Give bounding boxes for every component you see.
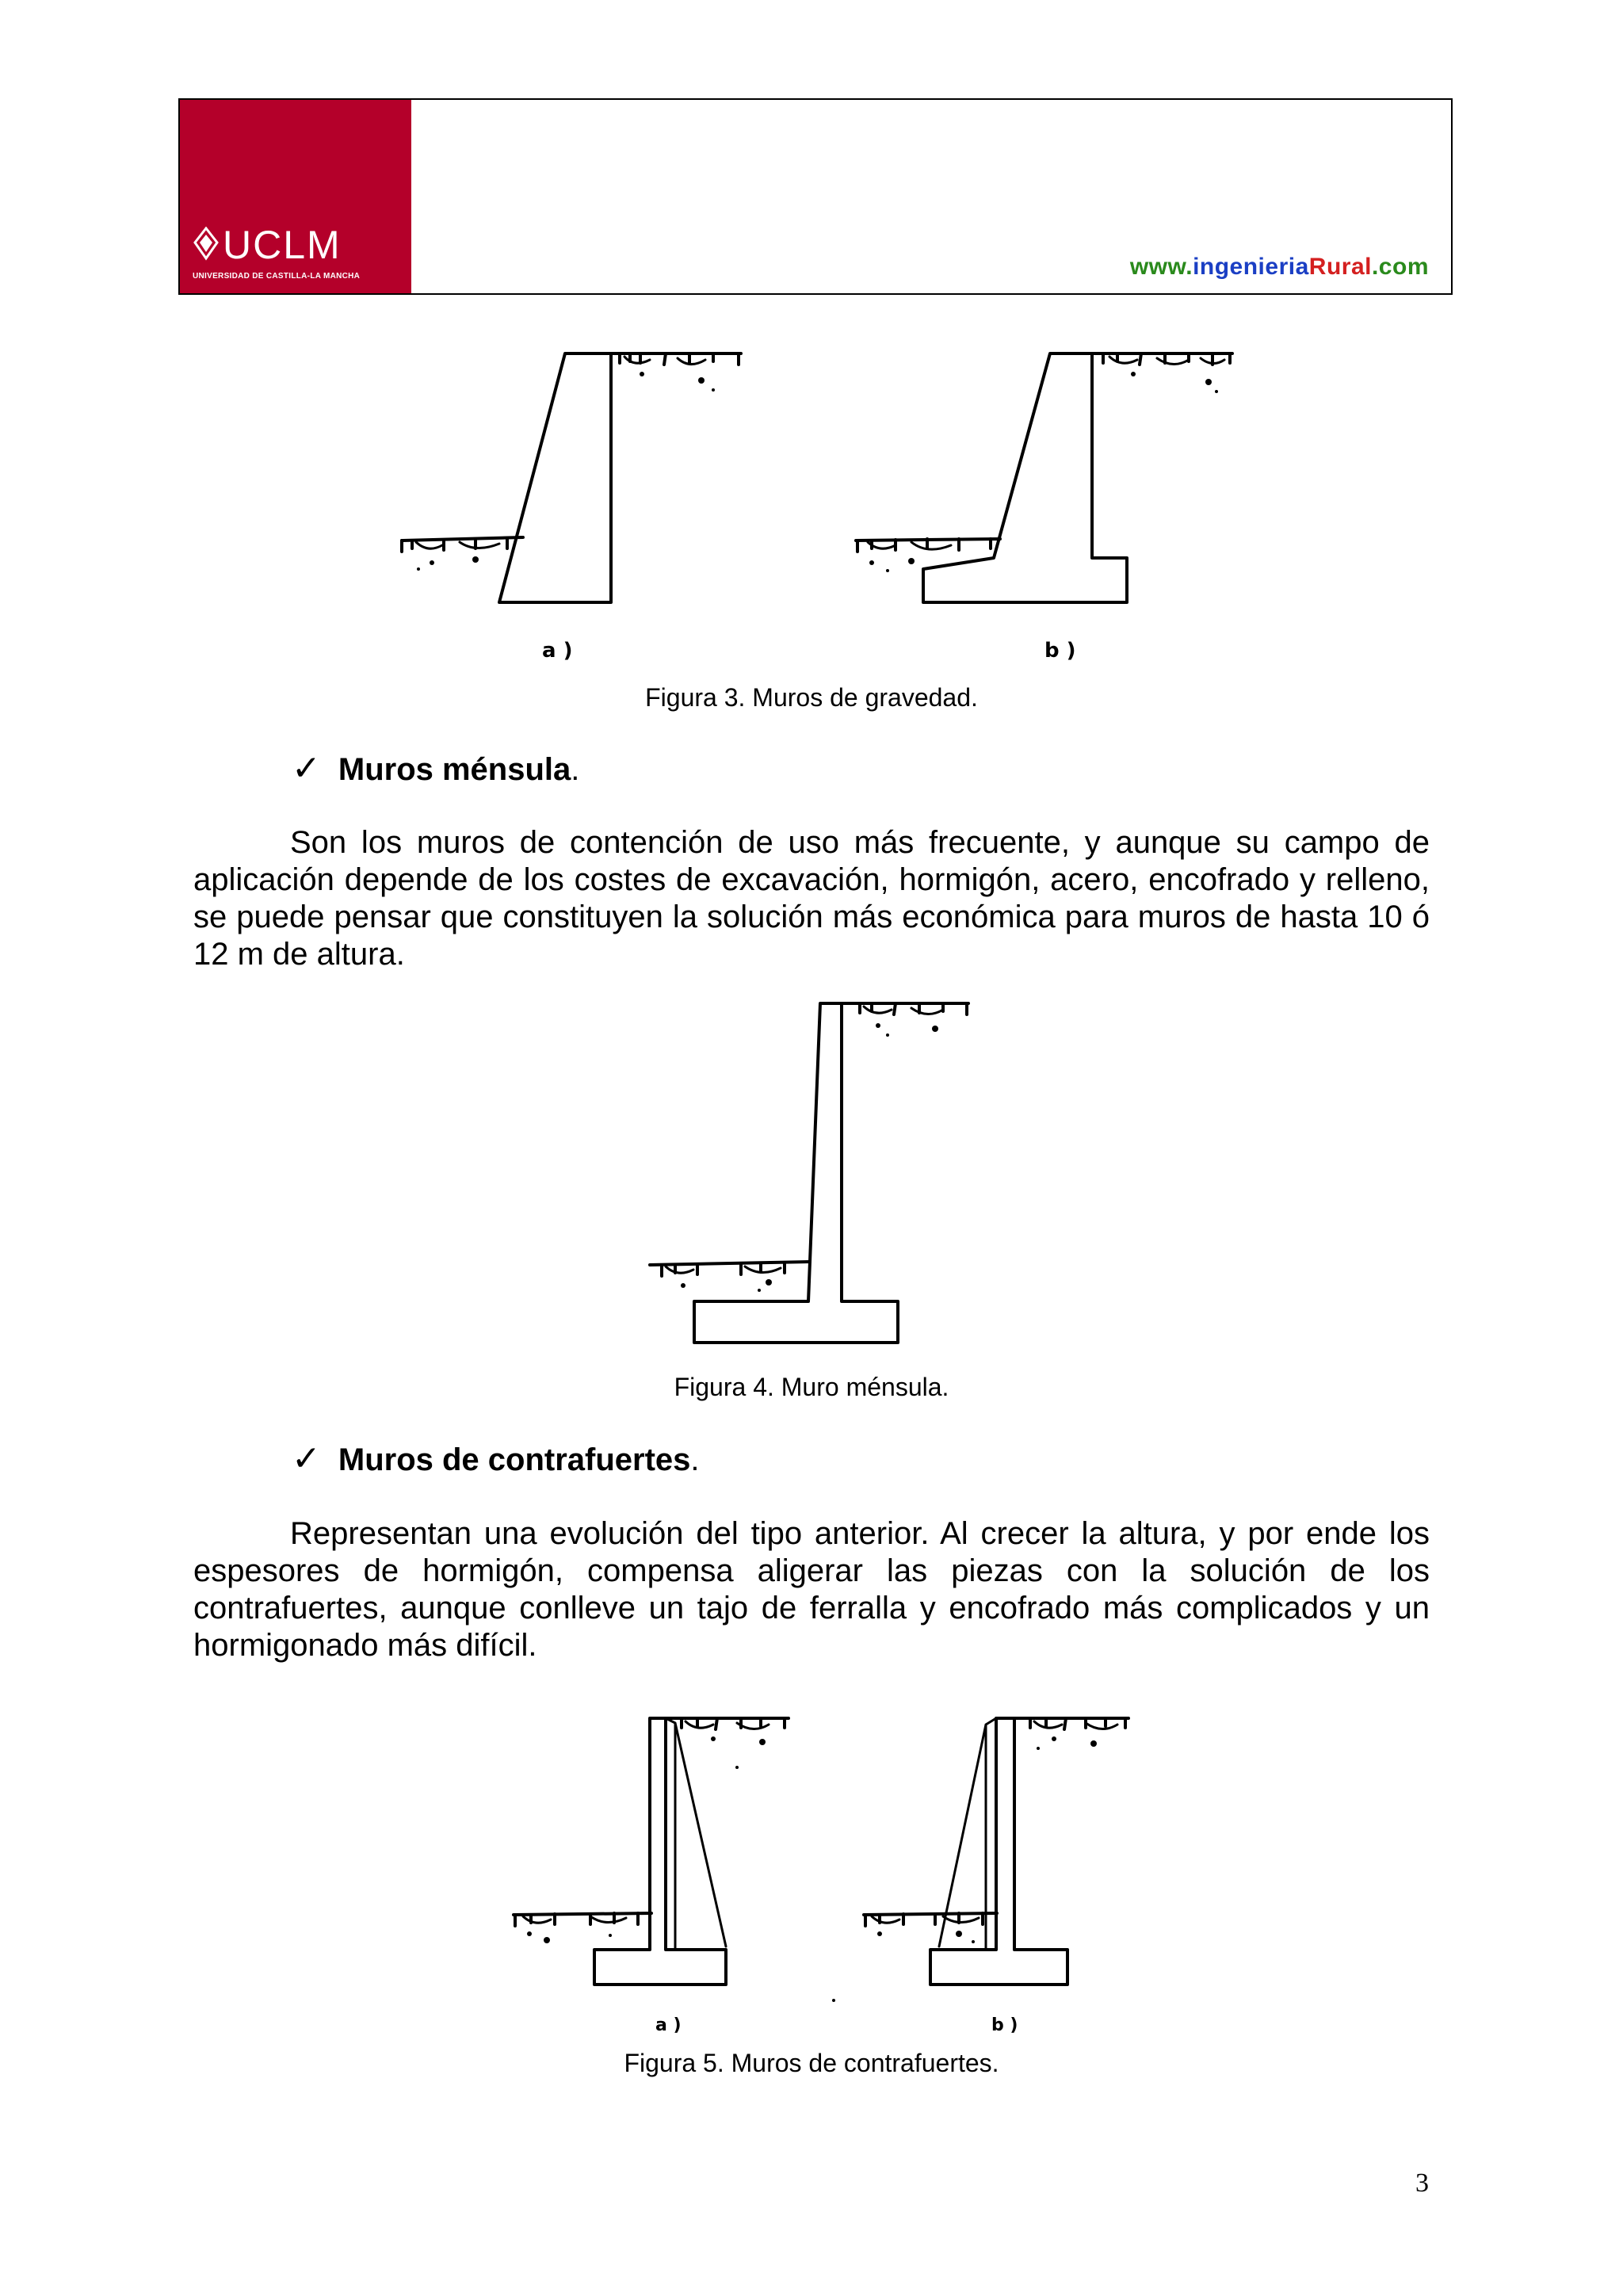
section-heading-counterfort — [292, 1438, 700, 1479]
ground-low-a — [402, 537, 523, 541]
logo-subtitle: UNIVERSIDAD DE CASTILLA-LA MANCHA — [193, 272, 361, 281]
counterfort-wall-a — [594, 1718, 726, 1985]
paragraph-text: Representan una evolución del tipo anterior. Al crecer la altura, y por ende los espesores de hormigón, compensa aligerar las piezas con la solución de los contrafuertes, aunque conlleve un tajo de ferralla y encofrado más complicados y un hormigonado más difícil. — [193, 1516, 1430, 1663]
ground-low-a — [514, 1913, 651, 1915]
section-heading-cantilever — [292, 748, 579, 789]
figure-5-label-a: a ) — [655, 2015, 682, 2035]
cantilever-wall — [694, 1003, 898, 1343]
counterfort-a — [666, 1718, 726, 1950]
checkmark-icon: ✓ — [292, 748, 321, 789]
figure-5-label-b: b ) — [991, 2015, 1018, 2035]
website-link[interactable] — [1130, 254, 1429, 281]
figure-3-label-b: b ) — [1044, 639, 1076, 663]
counterfort-wall-b — [930, 1718, 1067, 1985]
website-mid: ingenieria — [1193, 254, 1309, 280]
paragraph-cantilever — [193, 824, 1430, 973]
paragraph-text: Son los muros de contención de uso más frecuente, y aunque su campo de aplicación depende de los costes de excavación, hormigón, acero, encofrado y relleno, se puede pensar que constituyen la solución más económica para muros de hasta 10 ó 12 m de altura. — [193, 825, 1430, 972]
website-suffix: .com — [1371, 254, 1429, 280]
logo-text: UCLM — [223, 223, 342, 267]
website-accent: Rural — [1308, 254, 1372, 280]
figure-4-cantilever-wall — [0, 991, 1623, 1355]
uclm-logo — [180, 100, 411, 293]
figure-3-gravity-walls — [0, 333, 1623, 666]
figure-3-label-a: a ) — [542, 639, 573, 663]
gravity-wall-b-stem — [923, 353, 1127, 602]
page-number: 3 — [1415, 2168, 1429, 2198]
page-header — [178, 98, 1453, 295]
section-title-period: . — [571, 752, 580, 787]
paragraph-counterfort — [193, 1515, 1430, 1664]
ground-low-b — [864, 1913, 997, 1915]
gravity-wall-a — [499, 353, 611, 602]
checkmark-icon: ✓ — [292, 1438, 321, 1479]
uclm-emblem-icon — [193, 227, 220, 262]
website-prefix: www. — [1129, 254, 1193, 280]
figure-5-counterfort-walls — [0, 1704, 1623, 2037]
section-title: Muros ménsula — [338, 752, 571, 787]
section-title-period: . — [690, 1442, 700, 1477]
section-title: Muros de contrafuertes — [338, 1442, 691, 1477]
figure-5-caption: Figura 5. Muros de contrafuertes. — [624, 2049, 999, 2077]
figure-3-caption: Figura 3. Muros de gravedad. — [645, 683, 978, 712]
figure-4-caption: Figura 4. Muro ménsula. — [674, 1373, 949, 1401]
